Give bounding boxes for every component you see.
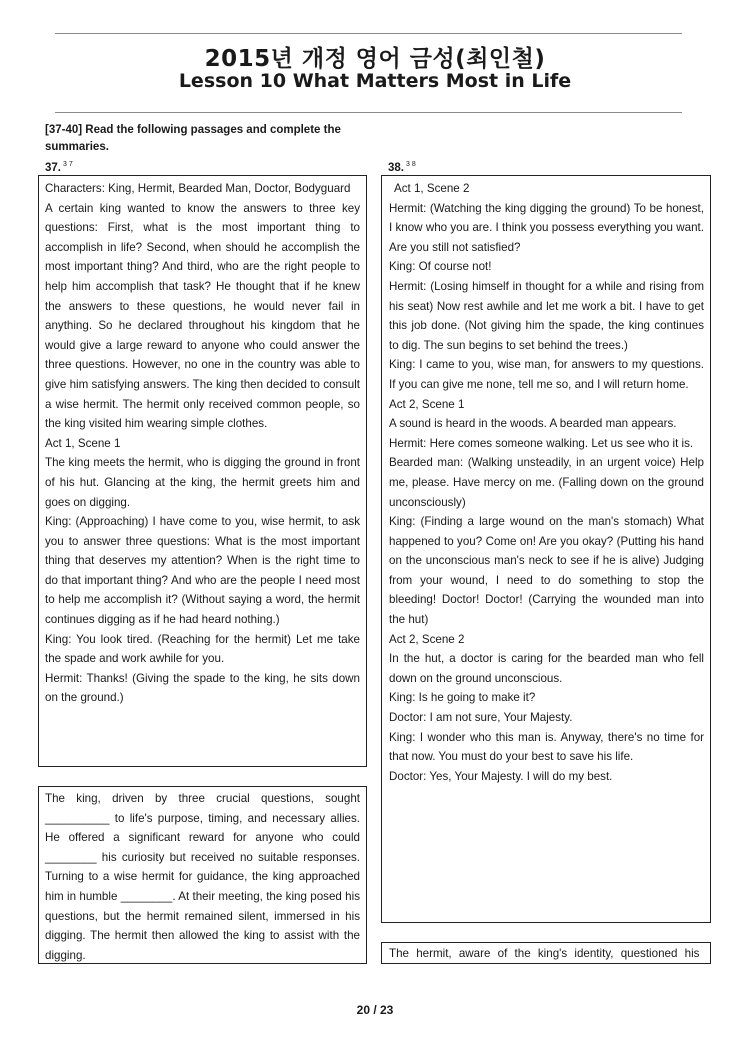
dialogue-line: Hermit: (Watching the king digging the ground) To be honest, I know who you are. I think you possess everything you want. Are you still not satisfied? [389,201,704,254]
dialogue-line: King: You look tired. (Reaching for the hermit) Let me take the spade and work awhile for you. [45,632,360,666]
summary-text: The king, driven by three crucial questions, sought __________ to life's purpose, timing, and necessary allies. He offered a significant reward for anyone who could ________ his curiosity but received no suitable responses. Turning to a wise hermit for guidance, the king approached him in humble ________. At their meeting, the king posed his questions, but the hermit remained silent, immersed in his digging. The hermit then allowed the king to assist with the digging. [45,792,360,962]
dialogue-line: King: (Finding a large wound on the man's stomach) What happened to you? Come on! Are you okay? (Putting his hand on the unconscious man's neck to see if he is alive) Judging from your wound, I need to do something to stop the bleeding! Doctor! Doctor! (Carrying the wounded man into the hut) [389,515,704,627]
dialogue-line: Doctor: I am not sure, Your Majesty. [389,711,573,725]
passage-38-box [381,175,711,923]
lesson-subtitle: Lesson 10 What Matters Most in Life [178,70,572,92]
scene-heading: Act 2, Scene 2 [389,632,465,646]
header-rule [55,112,682,113]
summary-text: The hermit, aware of the king's identity, questioned his [389,947,700,960]
dialogue-line: Bearded man: (Walking unsteadily, in an urgent voice) Help me, please. Have mercy on me. (Falling down on the ground unconsciously) [389,456,704,509]
summary-37-box [38,786,367,964]
stage-direction: A sound is heard in the woods. A bearded man appears. [389,417,677,431]
dialogue-line: Hermit: Thanks! (Giving the spade to the king, he sits down on the ground.) [45,671,360,705]
summary-38-box [381,942,711,964]
scene-heading: Act 1, Scene 2 [394,182,470,195]
question-37-label: 37. $^{3 7}$ [45,161,73,174]
scene-heading: Act 1, Scene 1 [45,436,121,450]
question-38-label: 38. $^{3 8}$ [388,161,416,174]
stage-direction: In the hut, a doctor is caring for the bearded man who fell down on the ground unconscious. [389,652,704,685]
characters-line: Characters: King, Hermit, Bearded Man, Doctor, Bodyguard [45,182,351,195]
scene-heading: Act 2, Scene 1 [389,397,465,411]
dialogue-line: Doctor: Yes, Your Majesty. I will do my best. [389,769,613,783]
scene-description: The king meets the hermit, who is digging the ground in front of his hut. Glancing at the king, the hermit greets him and goes on digging. [45,456,360,509]
dialogue-line: King: I came to you, wise man, for answers to my questions. If you can give me none, tell me so, and I will return home. [389,358,704,391]
dialogue-line: King: (Approaching) I have come to you, wise hermit, to ask you to answer three questions: What is the most important thing that deserves my attention? When is the right time to do that important thing? And who are the people I need most to help me accomplish it? (Without saying a word, the hermit continues digging as if he had heard nothing.) [45,515,360,627]
top-rule [55,33,682,34]
dialogue-line: Hermit: Here comes someone walking. Let us see who it is. [389,436,694,450]
dialogue-line: King: Of course not! [389,260,492,274]
instructions: [37-40] Read the following passages and complete the summaries. [45,124,341,153]
page-title: 2015년 개정 영어 금성(최인철) [204,46,546,72]
dialogue-line: Hermit: (Losing himself in thought for a while and rising from his seat) Now rest awhile and let me work a bit. I have to get this job done. (Not giving him the spade, the king continues to dig. The sun begins to set behind the trees.) [389,279,704,352]
dialogue-line: King: I wonder who this man is. Anyway, there's no time for that now. You must do your best to save his life. [389,730,704,764]
page-number: 20 / 23 [356,1003,394,1017]
dialogue-line: King: Is he going to make it? [389,691,536,705]
intro-paragraph: A certain king wanted to know the answers to three key questions: First, what is the most important thing to accomplish in life? Second, when should he accomplish the most important thing? And third, who are the right people to help him accomplish that task? He thought that if he knew the answers to these questions, he would never fail in anything. So he declared throughout his kingdom that he would give a large reward to anyone who could answer the three questions. However, no one in the country was able to give him satisfying answers. The king then decided to consult a wise hermit. The hermit only received common people, so the king visited him wearing simple clothes. [45,201,360,431]
passage-37-box [38,175,367,767]
